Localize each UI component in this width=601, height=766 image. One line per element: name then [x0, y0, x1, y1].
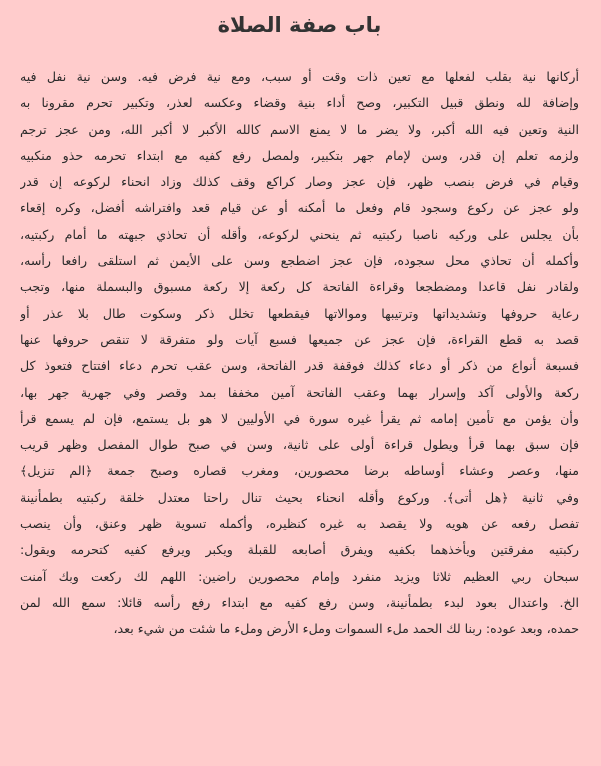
text-line: حمده، وبعد عوده: ربنا لك الحمد ملء السموات وملء الأرض وملء ما شئت من شيء بعد،: [113, 621, 579, 637]
text-line: ولقادر نفل قاعدا ومضطجعا وقراءة الفاتحة كل ركعة إلا ركعة مسبوق والبسملة منها، وتجب: [20, 279, 579, 295]
text-line: فسبعة أنواع من ذكر أو دعاء كذلك فوقفة قدر الفاتحة، وسن عقب تحرم دعاء افتتاح فتعوذ كل: [20, 358, 579, 374]
text-line: وفي ثانية ﴿هل أتى﴾. وركوع وأقله انحناء بحيث تنال راحتا معتدل خلقة ركبتيه بطمأنينة: [20, 489, 579, 505]
text-line: وإضافة لله ونطق قبيل التكبير، وصح أداء بنية وقضاء وعكسه لعذر، وتكبير تحرم مقرونا به: [20, 95, 579, 111]
text-line: ركعة والأولى آكد وإسرار بهما وعقب الفاتحة آمين مخففا بمد وقصر وفي جهرية جهر بها،: [20, 384, 579, 400]
text-line: فإن سبق بهما قرأ ويطول قراءة أولى على ثانية، وسن في صبح طوال المفصل وظهر قريب: [20, 437, 579, 453]
text-line: وقيام في فرض بنصب ظهر، فإن عجز وصار كراكع وقف كذلك وزاد انحناء لركوعه إن قدر: [20, 174, 579, 190]
text-line: أركانها نية بقلب لفعلها مع تعين ذات وقت أو سبب، ومع نية فرض فيه. وسن نية نفل فيه: [20, 69, 579, 84]
text-line: ولو عجز عن ركوع وسجود قام وفعل ما أمكنه أو عن قيام قعد وافتراشه أفضل، وكره إقعاء: [20, 200, 579, 216]
text-line: وأكمله أن تحاذي محل سجوده، فإن عجز اضطجع وسن على الأيمن ثم استلقى رافعا رأسه،: [20, 253, 579, 269]
text-line: تفصل رفعه عن هويه ولا يقصد به غيره كنظيره، وأكمله تسوية ظهر وعنق، وأن ينصب: [20, 516, 579, 532]
text-line: وأن يؤمن مع تأمين إمامه ثم يقرأ غيره سورة في الأوليين لا هو بل يستمع، فإن لم يسمع قرأ: [20, 410, 579, 426]
document-body: [20, 64, 579, 643]
text-line: ولزمه تعلم إن قدر، وسن لإمام جهر بتكبير، ولمصل رفع كفيه مع ابتداء تحرمه حذو منكبيه: [20, 147, 579, 163]
text-line: الخ. واعتدال بعود لبدء بطمأنينة، وسن رفع كفيه مع ابتداء رفع رأسه قائلا: سمع الله لمن: [20, 594, 579, 610]
text-line: منها، وعصر وعشاء أوساطه برضا محصورين، ومغرب قصاره وصبح جمعة ﴿الم تنزيل﴾: [20, 463, 579, 479]
text-line: سبحان ربي العظيم ثلاثا ويزيد منفرد وإمام محصورين راضين: اللهم لك ركعت وبك آمنت: [20, 568, 579, 584]
text-line: قصد به قطع القراءة، فإن عجز عن جميعها فسبع آيات ولو متفرقة لا تنقص حروفها عنها: [20, 331, 579, 347]
text-line: ركبتيه مفرقتين ويأخذهما بكفيه ويفرق أصابعه للقبلة ويكبر ويرفع كفيه كتحرمه ويقول:: [20, 542, 579, 558]
text-line: بأن يجلس على وركيه ناصبا ركبتيه ثم ينحني لركوعه، وأقله أن تحاذي جبهته ما أمام ركبتيه،: [20, 226, 579, 242]
text-line: رعاية حروفها وتشديداتها وترتيبها وموالاتها فيقطعها تخلل ذكر وسكوت طال بلا عذر أو: [20, 305, 579, 321]
page-title: باب صفة الصلاة: [217, 13, 382, 37]
text-line: النية وتعين فيه الله أكبر، ولا يضر ما لا يمنع الاسم كالله الأكبر لا أكبر الله، ومن عجز ترجم: [20, 121, 579, 137]
